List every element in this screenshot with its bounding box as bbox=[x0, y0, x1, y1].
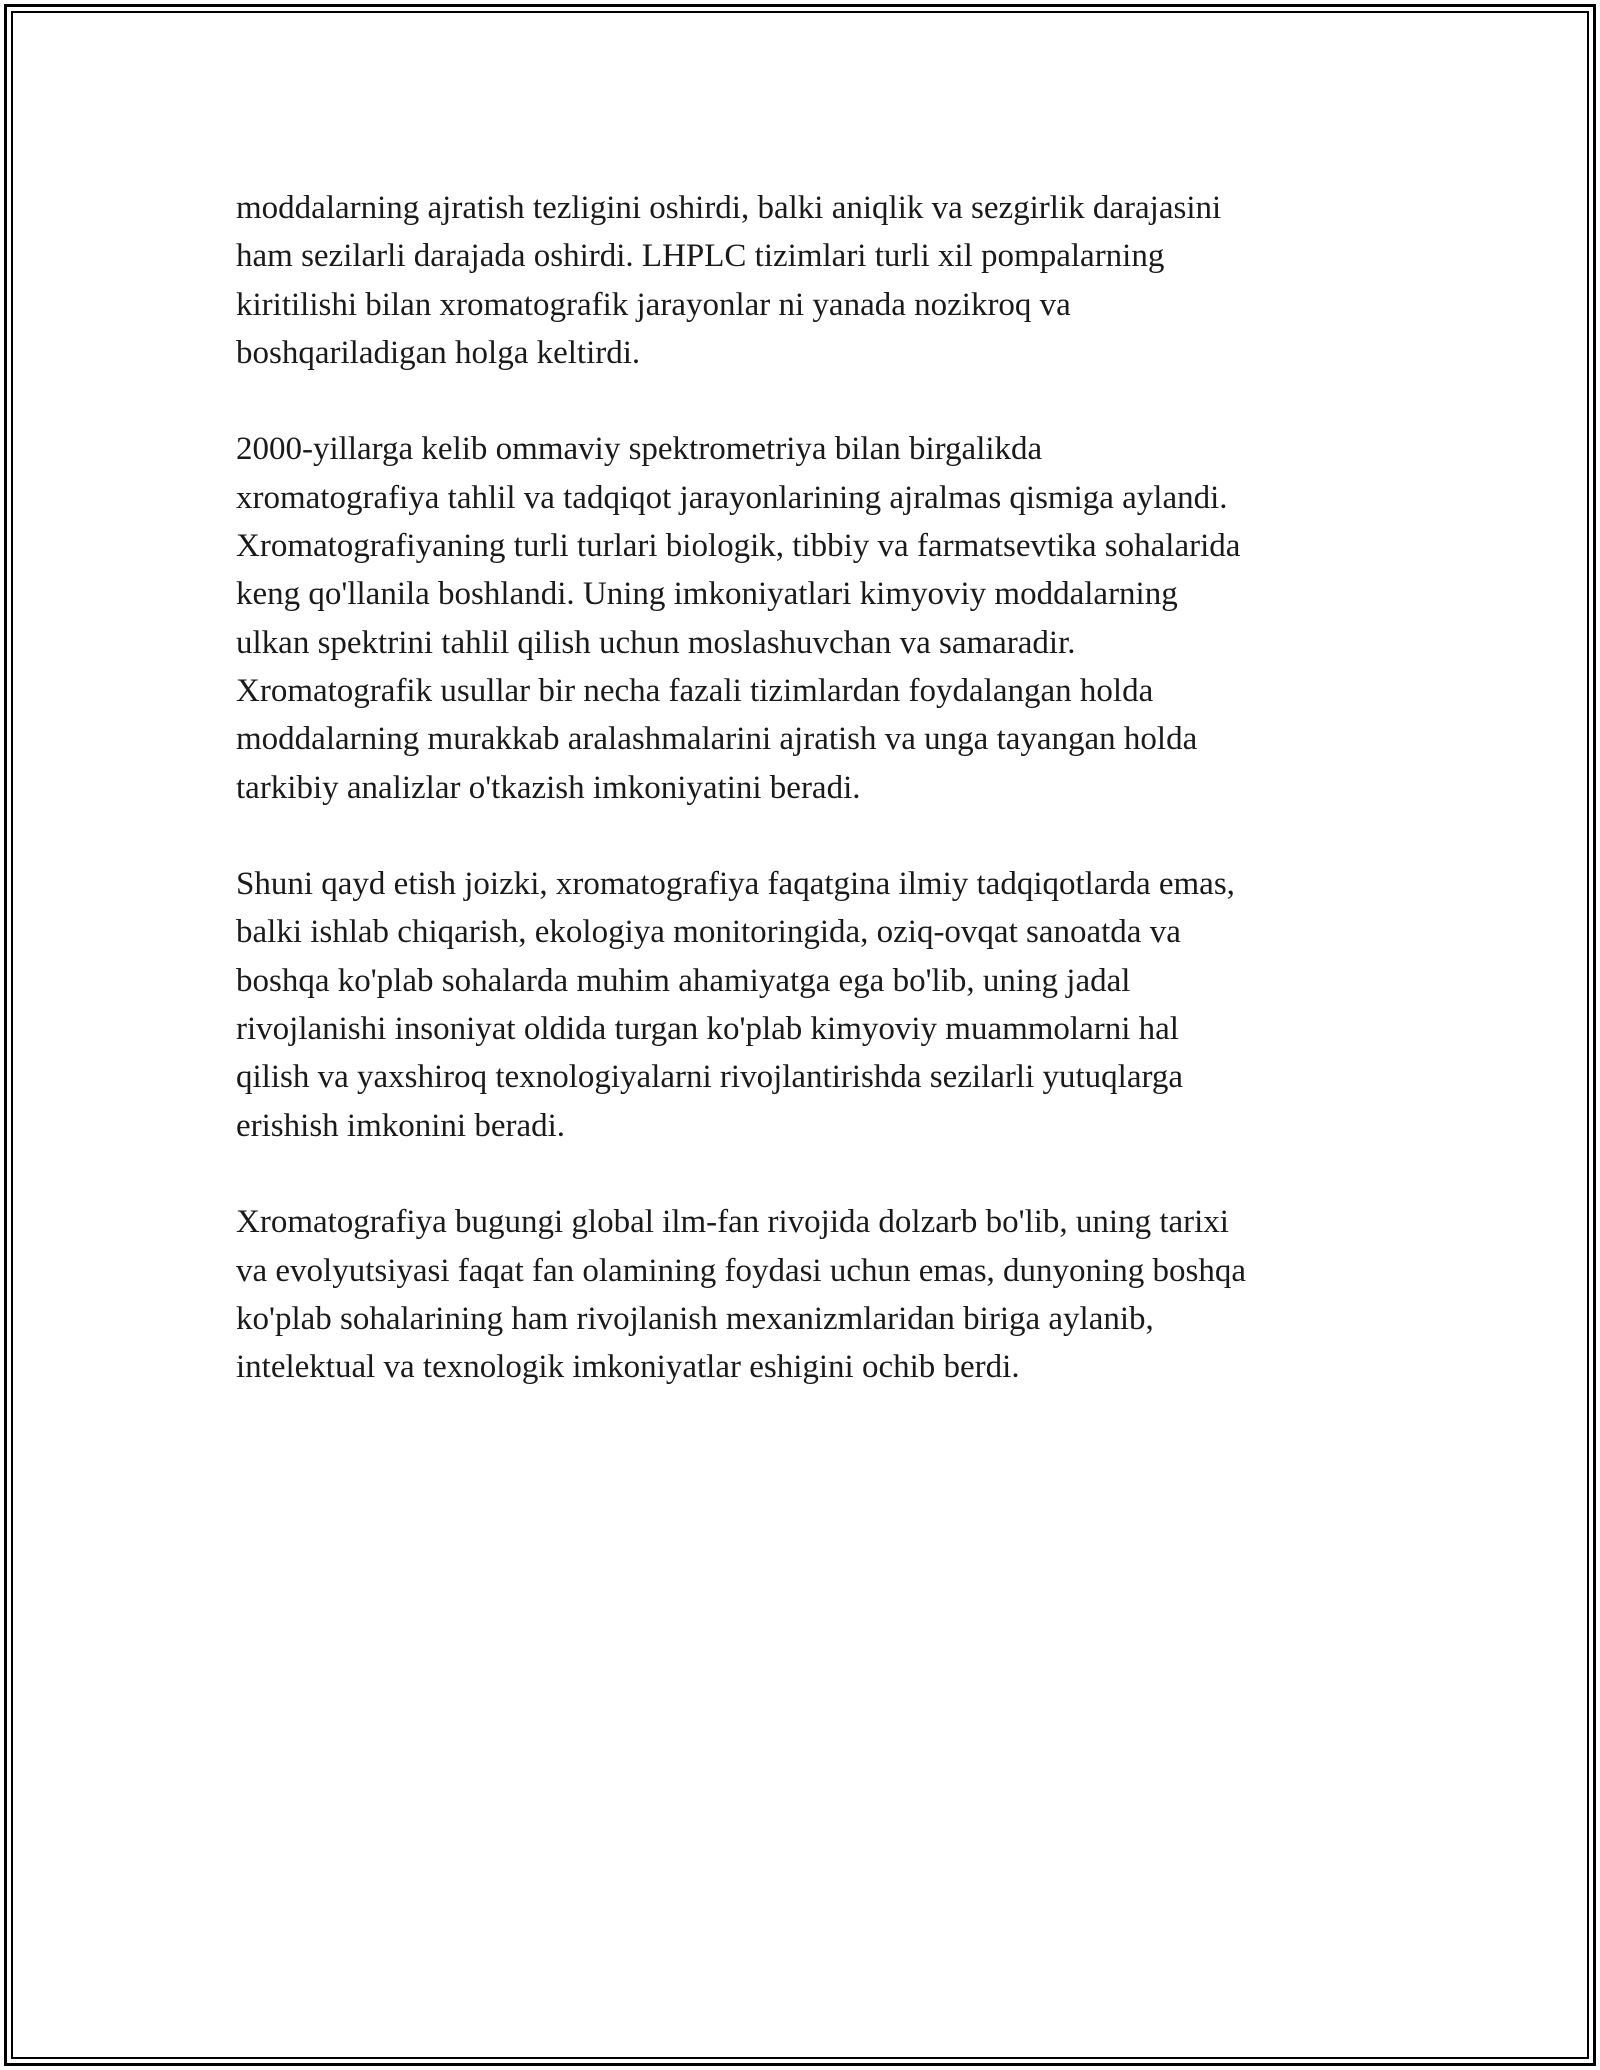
text-line: rivojlanishi insoniyat oldida turgan ko'plab kimyoviy muammolarni hal bbox=[236, 1011, 1179, 1048]
text-line: va evolyutsiyasi faqat fan olamining foydasi uchun emas, dunyoning boshqa bbox=[236, 1252, 1246, 1289]
text-line: Xromatografik usullar bir necha fazali tizimlardan foydalangan holda bbox=[236, 672, 1154, 709]
paragraph-4 bbox=[236, 1198, 1376, 1391]
text-line: keng qo'llanila boshlandi. Uning imkoniyatlari kimyoviy moddalarning bbox=[236, 576, 1178, 613]
text-line: 2000-yillarga kelib ommaviy spektrometriya bilan birgalikda bbox=[236, 431, 1043, 468]
text-line: ko'plab sohalarining ham rivojlanish mexanizmlaridan biriga aylanib, bbox=[236, 1300, 1154, 1337]
text-line: kiritilishi bilan xromatografik jarayonlar ni yanada nozikroq va bbox=[236, 286, 1071, 323]
text-line: moddalarning ajratish tezligini oshirdi, balki aniqlik va sezgirlik darajasini bbox=[236, 190, 1222, 226]
text-line: intelektual va texnologik imkoniyatlar eshigini ochib berdi. bbox=[236, 1349, 1020, 1386]
text-line: ulkan spektrini tahlil qilish uchun moslashuvchan va samaradir. bbox=[236, 624, 1076, 661]
paragraph-1 bbox=[236, 184, 1376, 377]
text-line: erishish imkonini beradi. bbox=[236, 1107, 566, 1144]
paragraph-2 bbox=[236, 425, 1376, 811]
text-line: boshqa ko'plab sohalarda muhim ahamiyatga ega bo'lib, uning jadal bbox=[236, 962, 1131, 999]
text-line: balki ishlab chiqarish, ekologiya monitoringida, oziq-ovqat sanoatda va bbox=[236, 914, 1181, 951]
text-line: qilish va yaxshiroq texnologiyalarni rivojlantirishda sezilarli yutuqlarga bbox=[236, 1059, 1184, 1096]
text-line: boshqariladigan holga keltirdi. bbox=[236, 334, 641, 371]
text-line: ham sezilarli darajada oshirdi. LHPLC tizimlari turli xil pompalarning bbox=[236, 238, 1165, 275]
text-line: Xromatografiyaning turli turlari biologik, tibbiy va farmatsevtika sohalarida bbox=[236, 528, 1241, 565]
text-line: Xromatografiya bugungi global ilm-fan rivojida dolzarb bo'lib, uning tarixi bbox=[236, 1204, 1229, 1241]
text-line: xromatografiya tahlil va tadqiqot jarayonlarining ajralmas qismiga aylandi. bbox=[236, 479, 1228, 516]
text-line: tarkibiy analizlar o'tkazish imkoniyatini beradi. bbox=[236, 769, 861, 806]
document-body bbox=[236, 184, 1376, 1440]
paragraph-3 bbox=[236, 860, 1376, 1150]
text-line: moddalarning murakkab aralashmalarini ajratish va unga tayangan holda bbox=[236, 721, 1198, 758]
text-line: Shuni qayd etish joizki, xromatografiya faqatgina ilmiy tadqiqotlarda emas, bbox=[236, 866, 1235, 903]
